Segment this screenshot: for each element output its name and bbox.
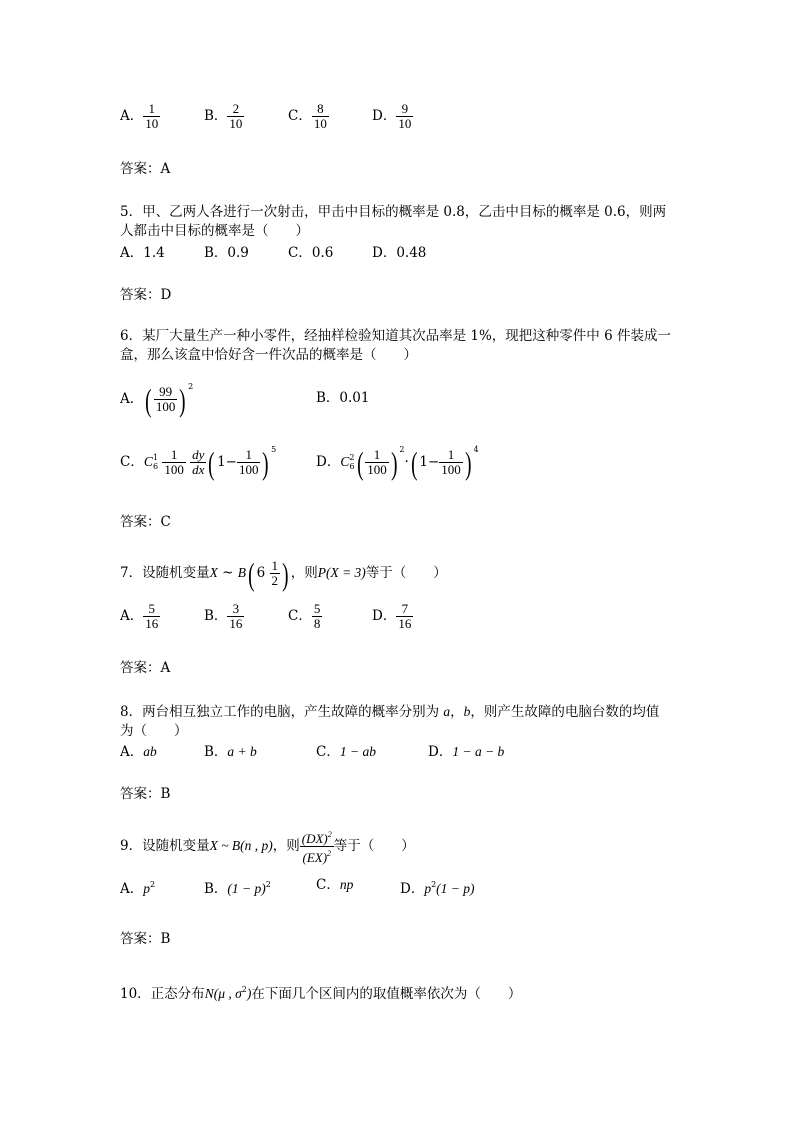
q8-option-b: B．a + b — [204, 744, 257, 760]
q4-option-b: B． $\frac{2}{10}$ — [204, 101, 243, 131]
q9-option-d: D．$p^2(1 - p)$ — [400, 880, 475, 897]
q8-option-a: A．ab — [120, 744, 157, 760]
q5-answer: 答案：D — [120, 287, 172, 303]
fraction: $\frac{8}{10}$ — [313, 101, 327, 131]
q7-stem: 7．设随机变量X ~ B( 6 $\frac{1}{2}$ ) ，则P(X = 3)等于（ ） — [120, 555, 447, 592]
q6-option-d: D．$C^2_6$( $\frac{1}{100}$ ) $^2$·( 1− $\frac{1}{100}$ ) $^4$ — [316, 444, 479, 481]
q5-option-b: B．0.9 — [204, 245, 249, 261]
q8-answer: 答案：B — [120, 786, 171, 802]
q7-option-b: B． $\frac{3}{16}$ — [204, 601, 243, 631]
q6-stem-line1: 6．某厂大量生产一种小零件，经抽样检验知道其次品率是 1%，现把这种零件中 6 件装成一 — [120, 328, 671, 344]
fraction: $\frac{1}{10}$ — [145, 101, 159, 131]
q5-option-c: C．0.6 — [288, 245, 334, 261]
q6-option-b: B．0.01 — [316, 390, 370, 406]
q6-option-c: C．$C^1_6$ $\frac{1}{100}$ $\frac{dy}{dx}$ ( 1− $\frac{1}{100}$ ) $^5$ — [120, 444, 277, 481]
q8-stem-line1: 8．两台相互独立工作的电脑，产生故障的概率分别为 a，b，则产生故障的电脑台数的均值 — [120, 704, 660, 720]
q8-stem-line2: 为（ ） — [120, 723, 188, 739]
q9-stem: 9．设随机变量X ~ B(n , p)，则 $\frac{(DX)^2}{(EX)^2}$ 等于（ ） — [120, 830, 415, 865]
q5-option-d: D．0.48 — [372, 245, 427, 261]
q7-option-a: A． $\frac{5}{16}$ — [120, 601, 159, 631]
q4-answer: 答案：A — [120, 161, 171, 177]
q4-option-a: A． $\frac{1}{10}$ — [120, 101, 159, 131]
q5-stem-line2: 人都击中目标的概率是（ ） — [120, 223, 309, 239]
q9-answer: 答案：B — [120, 931, 171, 947]
q8-option-c: C．1 − ab — [316, 744, 376, 760]
q6-stem-line2: 盒，那么该盒中恰好含一件次品的概率是（ ） — [120, 347, 417, 363]
q7-answer: 答案：A — [120, 660, 171, 676]
q8-option-d: D．1 − a − b — [428, 744, 505, 760]
q6-option-a: A．( $\frac{99}{100}$ ) $^2$ — [120, 381, 194, 418]
q4-option-c: C． $\frac{8}{10}$ — [288, 101, 327, 131]
q5-stem-line1: 5．甲、乙两人各进行一次射击，甲击中目标的概率是 0.8，乙击中目标的概率是 0.6，则两 — [120, 204, 667, 220]
fraction: $\frac{9}{10}$ — [398, 101, 412, 131]
fraction: $\frac{2}{10}$ — [229, 101, 243, 131]
q10-stem: 10．正态分布N(μ , $\sigma^2$)在下面几个区间内的取值概率依次为（ ） — [120, 985, 522, 1002]
q9-option-b: B．$(1 - p)^2$ — [204, 880, 271, 897]
q6-answer: 答案：C — [120, 514, 171, 530]
q7-option-d: D． $\frac{7}{16}$ — [372, 601, 412, 631]
q5-option-a: A．1.4 — [120, 245, 165, 261]
q9-option-c: C．np — [316, 877, 354, 893]
q7-option-c: C． $\frac{5}{8}$ — [288, 601, 321, 631]
q4-option-d: D． $\frac{9}{10}$ — [372, 101, 412, 131]
q9-option-a: A．$p^2$ — [120, 880, 156, 897]
